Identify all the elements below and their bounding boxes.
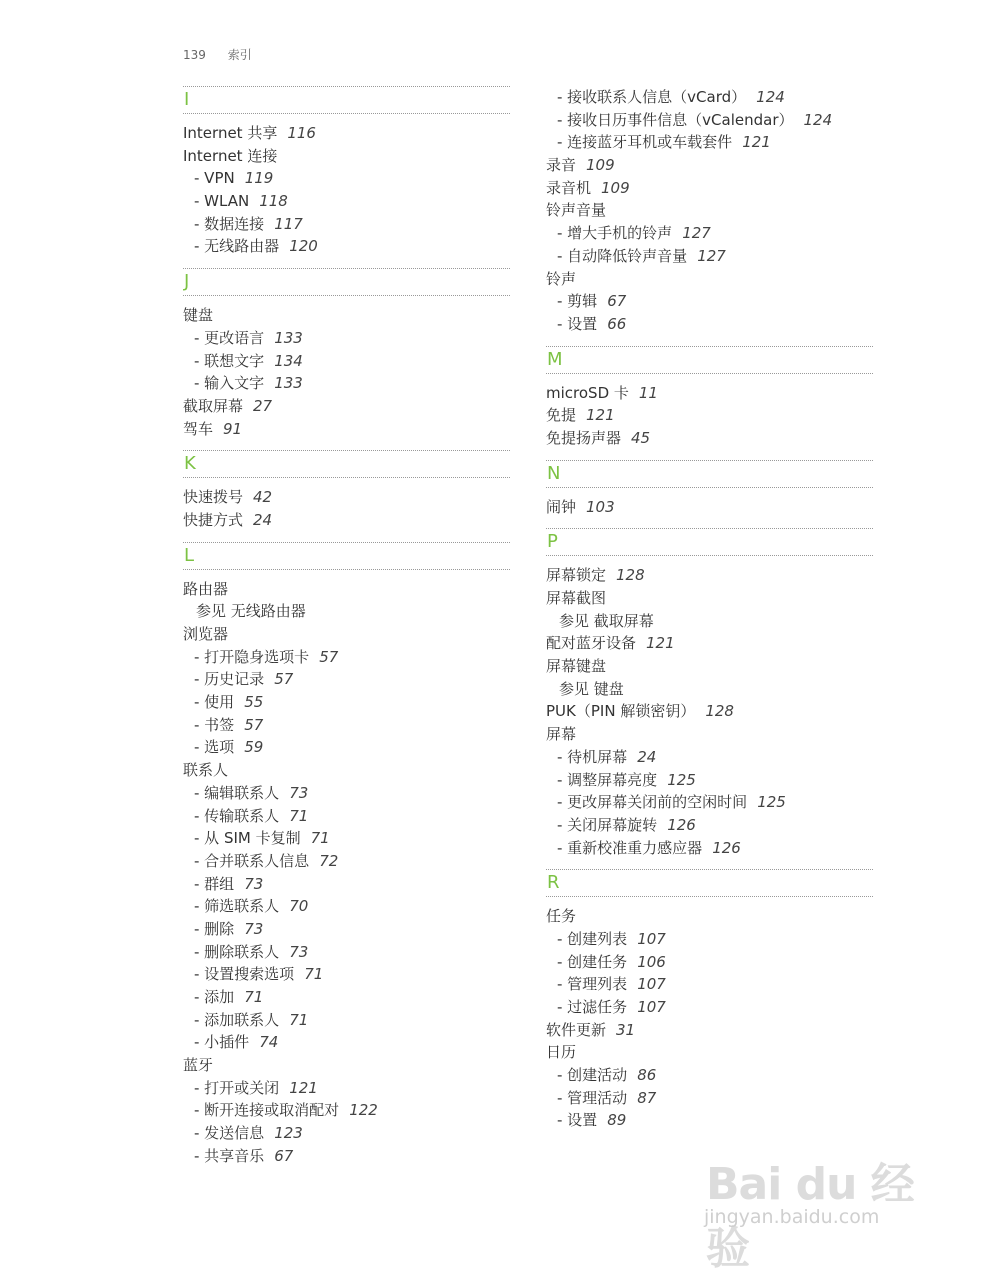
index-subentry bbox=[183, 1099, 510, 1122]
entry-text: - 打开或关闭 bbox=[194, 1078, 280, 1097]
page-reference: 67 bbox=[274, 1146, 294, 1165]
index-entry bbox=[183, 759, 510, 782]
index-entry bbox=[546, 564, 873, 587]
entry-text: 参见 无线路由器 bbox=[196, 602, 306, 621]
index-subentry bbox=[546, 746, 873, 769]
index-subentry bbox=[183, 1145, 510, 1168]
index-entry bbox=[546, 700, 873, 723]
page-reference: 31 bbox=[616, 1020, 636, 1039]
index-subentry bbox=[183, 1009, 510, 1032]
page-reference: 91 bbox=[223, 419, 243, 438]
index-entry bbox=[546, 404, 873, 427]
entry-text: 参见 截取屏幕 bbox=[559, 611, 654, 630]
index-section bbox=[546, 460, 873, 519]
page-reference: 103 bbox=[586, 497, 615, 516]
section-letter: K bbox=[184, 453, 196, 475]
page-reference: 116 bbox=[287, 124, 316, 142]
dotted-divider bbox=[183, 569, 510, 570]
section-letter: N bbox=[547, 462, 561, 484]
index-column-left bbox=[183, 86, 510, 1178]
dotted-divider bbox=[546, 896, 873, 897]
index-subentry bbox=[183, 782, 510, 805]
page-reference: 127 bbox=[697, 246, 726, 265]
entry-text: 屏幕锁定 bbox=[546, 566, 607, 585]
index-subentry bbox=[546, 131, 873, 154]
page-reference: 24 bbox=[637, 747, 657, 766]
index-subentry bbox=[546, 1109, 873, 1132]
page-reference: 73 bbox=[244, 874, 264, 893]
index-column-right bbox=[546, 86, 873, 1142]
entry-text: 蓝牙 bbox=[183, 1056, 214, 1075]
index-section bbox=[546, 346, 873, 450]
entry-text: 截取屏幕 bbox=[183, 396, 244, 415]
entry-text: 路由器 bbox=[183, 579, 229, 598]
index-subentry bbox=[183, 941, 510, 964]
entry-text: 免提 bbox=[546, 406, 577, 425]
page-reference: 121 bbox=[646, 634, 675, 653]
index-entry bbox=[183, 122, 510, 145]
entry-text: - 设置 bbox=[557, 1111, 598, 1130]
index-entry bbox=[183, 486, 510, 509]
index-subentry bbox=[183, 190, 510, 213]
page-reference: 121 bbox=[586, 406, 615, 425]
index-subentry bbox=[183, 327, 510, 350]
entry-text: - 删除联系人 bbox=[194, 942, 280, 961]
index-entry bbox=[546, 177, 873, 200]
entry-text: - 删除 bbox=[194, 919, 235, 938]
page-reference: 118 bbox=[259, 192, 288, 211]
entry-text: 任务 bbox=[546, 907, 577, 926]
index-subentry bbox=[546, 996, 873, 1019]
index-entry bbox=[183, 395, 510, 418]
see-also-entry bbox=[546, 610, 873, 633]
page-reference: 89 bbox=[607, 1111, 627, 1130]
page-reference: 45 bbox=[631, 428, 651, 447]
entry-text: - 群组 bbox=[194, 874, 235, 893]
entry-text: - 小插件 bbox=[194, 1033, 250, 1052]
entry-text: - 编辑联系人 bbox=[194, 783, 280, 802]
index-subentry bbox=[546, 791, 873, 814]
entry-text: 浏览器 bbox=[183, 625, 229, 643]
continued-entries bbox=[546, 86, 873, 336]
page-reference: 74 bbox=[259, 1033, 279, 1052]
index-subentry bbox=[183, 213, 510, 236]
page-reference: 134 bbox=[274, 351, 303, 370]
page-reference: 24 bbox=[253, 510, 273, 529]
page-reference: 124 bbox=[803, 110, 833, 129]
entry-text: - 关闭屏幕旋转 bbox=[557, 815, 658, 834]
entry-text: - 创建活动 bbox=[557, 1066, 628, 1085]
entry-text: - 筛选联系人 bbox=[194, 897, 280, 916]
entry-text: - WLAN bbox=[194, 192, 250, 211]
section-letter: M bbox=[547, 348, 563, 370]
entry-text: - 断开连接或取消配对 bbox=[194, 1101, 340, 1120]
dotted-divider bbox=[183, 477, 510, 478]
section-letter: R bbox=[547, 872, 560, 894]
page-reference: 124 bbox=[756, 88, 785, 106]
page-reference: 67 bbox=[607, 292, 627, 311]
entry-text: 铃声 bbox=[546, 269, 577, 288]
index-entry bbox=[546, 427, 873, 450]
page-reference: 133 bbox=[274, 328, 303, 347]
index-entry bbox=[183, 418, 510, 441]
index-subentry bbox=[546, 86, 873, 109]
index-entry bbox=[546, 1019, 873, 1042]
entry-text: - 调整屏幕亮度 bbox=[557, 770, 658, 789]
entry-text: - VPN bbox=[194, 169, 235, 188]
index-subentry bbox=[183, 167, 510, 190]
entry-text: - 打开隐身选项卡 bbox=[194, 647, 310, 666]
page-reference: 71 bbox=[304, 965, 324, 984]
dotted-divider bbox=[183, 295, 510, 296]
page-reference: 125 bbox=[757, 793, 786, 812]
entry-text: - 数据连接 bbox=[194, 214, 265, 233]
index-entry bbox=[183, 623, 510, 646]
entry-text: Internet 连接 bbox=[183, 146, 278, 165]
page-reference: 70 bbox=[289, 897, 309, 916]
page-reference: 71 bbox=[244, 988, 264, 1006]
section-letter: L bbox=[184, 544, 195, 566]
page-reference: 71 bbox=[310, 829, 330, 848]
page-reference: 71 bbox=[289, 806, 309, 825]
page-reference: 127 bbox=[682, 224, 711, 243]
index-entry bbox=[546, 632, 873, 655]
page-reference: 27 bbox=[253, 396, 273, 415]
index-entry bbox=[183, 509, 510, 532]
entry-text: 配对蓝牙设备 bbox=[546, 634, 637, 653]
watermark-logo: Bai du 经验 bbox=[706, 1159, 914, 1274]
entry-text: - 合并联系人信息 bbox=[194, 851, 310, 870]
entry-text: - 重新校准重力感应器 bbox=[557, 838, 703, 857]
entry-text: - 从 SIM 卡复制 bbox=[194, 829, 301, 848]
index-subentry bbox=[546, 1087, 873, 1110]
index-subentry bbox=[546, 245, 873, 268]
page-reference: 119 bbox=[244, 169, 274, 188]
entry-text: - 传输联系人 bbox=[194, 806, 280, 825]
page-reference: 87 bbox=[637, 1088, 657, 1107]
index-entry bbox=[546, 723, 873, 746]
entry-text: - 管理活动 bbox=[557, 1088, 628, 1107]
page-header bbox=[183, 46, 270, 63]
index-subentry bbox=[183, 895, 510, 918]
page-reference: 133 bbox=[274, 374, 303, 393]
index-section bbox=[546, 869, 873, 1132]
entry-text: - 更改语言 bbox=[194, 328, 265, 347]
page-reference: 107 bbox=[637, 998, 666, 1016]
entry-text: 免提扬声器 bbox=[546, 428, 622, 447]
index-subentry bbox=[183, 350, 510, 373]
entry-text: 快速拨号 bbox=[183, 488, 244, 507]
index-subentry bbox=[183, 873, 510, 896]
index-subentry bbox=[546, 837, 873, 860]
page-reference: 128 bbox=[705, 702, 734, 721]
index-subentry bbox=[546, 973, 873, 996]
page-reference: 121 bbox=[289, 1078, 318, 1097]
page-reference: 117 bbox=[274, 214, 303, 233]
page-reference: 122 bbox=[349, 1101, 378, 1120]
page-reference: 109 bbox=[601, 178, 630, 197]
dotted-divider bbox=[183, 113, 510, 114]
page-reference: 73 bbox=[289, 942, 309, 961]
entry-text: 铃声音量 bbox=[546, 201, 607, 220]
index-entry bbox=[183, 1054, 510, 1077]
entry-text: - 历史记录 bbox=[194, 670, 265, 689]
page-title: 索引 bbox=[227, 48, 252, 62]
index-subentry bbox=[546, 951, 873, 974]
index-subentry bbox=[183, 1122, 510, 1145]
page-reference: 71 bbox=[289, 1010, 309, 1029]
entry-text: - 增大手机的铃声 bbox=[557, 224, 673, 243]
entry-text: - 添加联系人 bbox=[194, 1010, 280, 1029]
entry-text: 日历 bbox=[546, 1043, 577, 1062]
entry-text: 闹钟 bbox=[546, 497, 577, 516]
section-letter: J bbox=[184, 271, 190, 293]
page-reference: 107 bbox=[637, 975, 666, 994]
page-number: 139 bbox=[183, 48, 206, 62]
index-subentry bbox=[183, 1031, 510, 1054]
index-section bbox=[546, 528, 873, 859]
see-also-entry bbox=[546, 678, 873, 701]
page-reference: 126 bbox=[667, 815, 696, 834]
index-subentry bbox=[546, 290, 873, 313]
index-subentry bbox=[546, 928, 873, 951]
index-subentry bbox=[183, 805, 510, 828]
dotted-divider bbox=[546, 487, 873, 488]
entry-text: - 剪辑 bbox=[557, 292, 598, 311]
index-subentry bbox=[546, 814, 873, 837]
page-reference: 106 bbox=[637, 952, 666, 971]
entry-text: 键盘 bbox=[183, 306, 214, 325]
entry-text: Internet 共享 bbox=[183, 124, 278, 142]
section-letter: I bbox=[184, 89, 190, 110]
section-letter: P bbox=[547, 531, 558, 553]
index-subentry bbox=[183, 827, 510, 850]
page-reference: 126 bbox=[712, 838, 741, 857]
entry-text: - 管理列表 bbox=[557, 975, 628, 994]
page-reference: 57 bbox=[319, 647, 339, 666]
entry-text: - 添加 bbox=[194, 988, 235, 1006]
entry-text: - 接收日历事件信息（vCalendar） bbox=[557, 110, 794, 129]
entry-text: 录音 bbox=[546, 156, 577, 175]
index-subentry bbox=[183, 691, 510, 714]
entry-text: - 创建列表 bbox=[557, 929, 628, 948]
entry-text: - 书签 bbox=[194, 715, 235, 734]
index-subentry bbox=[546, 1064, 873, 1087]
page-reference: 121 bbox=[742, 133, 771, 152]
page-reference: 66 bbox=[607, 314, 627, 333]
index-entry bbox=[546, 496, 873, 519]
entry-text: 屏幕截图 bbox=[546, 589, 607, 607]
index-subentry bbox=[546, 109, 873, 132]
index-entry bbox=[546, 382, 873, 405]
page-reference: 42 bbox=[253, 488, 273, 507]
index-entry bbox=[546, 154, 873, 177]
index-entry bbox=[183, 304, 510, 327]
page-reference: 109 bbox=[586, 156, 615, 175]
baidu-jingyan-watermark bbox=[700, 1148, 950, 1274]
page-reference: 57 bbox=[244, 715, 264, 734]
dotted-divider bbox=[546, 555, 873, 556]
index-subentry bbox=[183, 986, 510, 1009]
entry-text: - 设置 bbox=[557, 314, 598, 333]
entry-text: - 自动降低铃声音量 bbox=[557, 246, 688, 265]
entry-text: 屏幕键盘 bbox=[546, 657, 607, 676]
entry-text: - 待机屏幕 bbox=[557, 747, 628, 766]
entry-text: - 接收联系人信息（vCard） bbox=[557, 88, 747, 106]
page-reference: 128 bbox=[616, 566, 645, 585]
entry-text: - 连接蓝牙耳机或车载套件 bbox=[557, 133, 733, 152]
see-also-entry bbox=[183, 600, 510, 623]
index-section bbox=[183, 86, 510, 258]
index-section bbox=[183, 268, 510, 440]
index-subentry bbox=[183, 235, 510, 258]
watermark-url: jingyan.baidu.com bbox=[704, 1206, 880, 1228]
index-entry bbox=[183, 145, 510, 168]
entry-text: - 设置搜索选项 bbox=[194, 965, 295, 984]
index-subentry bbox=[546, 313, 873, 336]
entry-text: - 选项 bbox=[194, 738, 235, 757]
index-subentry bbox=[183, 668, 510, 691]
entry-text: 联系人 bbox=[183, 761, 229, 780]
index-subentry bbox=[546, 769, 873, 792]
entry-text: - 过滤任务 bbox=[557, 998, 628, 1016]
entry-text: 快捷方式 bbox=[183, 510, 244, 529]
page-reference: 11 bbox=[638, 383, 658, 402]
page-reference: 107 bbox=[637, 929, 666, 948]
entry-text: - 联想文字 bbox=[194, 351, 265, 370]
page-reference: 59 bbox=[244, 738, 264, 757]
page-reference: 72 bbox=[319, 851, 339, 870]
page-reference: 123 bbox=[274, 1124, 303, 1143]
index-entry bbox=[546, 587, 873, 610]
index-entry bbox=[546, 1041, 873, 1064]
index-subentry bbox=[183, 850, 510, 873]
entry-text: 参见 键盘 bbox=[559, 679, 624, 698]
index-subentry bbox=[546, 222, 873, 245]
entry-text: - 创建任务 bbox=[557, 952, 628, 971]
entry-text: 软件更新 bbox=[546, 1020, 607, 1039]
index-subentry bbox=[183, 372, 510, 395]
entry-text: 驾车 bbox=[183, 419, 214, 438]
index-entry bbox=[546, 905, 873, 928]
entry-text: - 发送信息 bbox=[194, 1124, 265, 1143]
index-section bbox=[183, 450, 510, 531]
index-subentry bbox=[183, 646, 510, 669]
index-subentry bbox=[183, 736, 510, 759]
page-reference: 57 bbox=[274, 670, 294, 689]
index-entry bbox=[546, 268, 873, 291]
entry-text: - 无线路由器 bbox=[194, 237, 280, 256]
page-reference: 55 bbox=[244, 693, 264, 712]
entry-text: microSD 卡 bbox=[546, 383, 629, 402]
entry-text: 屏幕 bbox=[546, 725, 577, 744]
page-reference: 120 bbox=[289, 237, 318, 256]
page-reference: 86 bbox=[637, 1066, 657, 1085]
index-entry bbox=[183, 578, 510, 601]
entry-text: - 使用 bbox=[194, 693, 235, 712]
entry-text: 录音机 bbox=[546, 178, 592, 197]
page-reference: 73 bbox=[244, 919, 264, 938]
index-entry bbox=[546, 199, 873, 222]
page-reference: 73 bbox=[289, 783, 309, 802]
page-reference: 125 bbox=[667, 770, 696, 789]
index-entry bbox=[546, 655, 873, 678]
index-subentry bbox=[183, 1077, 510, 1100]
index-subentry bbox=[183, 963, 510, 986]
index-subentry bbox=[183, 918, 510, 941]
index-subentry bbox=[183, 714, 510, 737]
dotted-divider bbox=[546, 373, 873, 374]
index-section bbox=[183, 542, 510, 1168]
entry-text: - 输入文字 bbox=[194, 374, 265, 393]
entry-text: PUK（PIN 解锁密钥） bbox=[546, 702, 696, 721]
entry-text: - 共享音乐 bbox=[194, 1146, 265, 1165]
entry-text: - 更改屏幕关闭前的空闲时间 bbox=[557, 793, 748, 812]
